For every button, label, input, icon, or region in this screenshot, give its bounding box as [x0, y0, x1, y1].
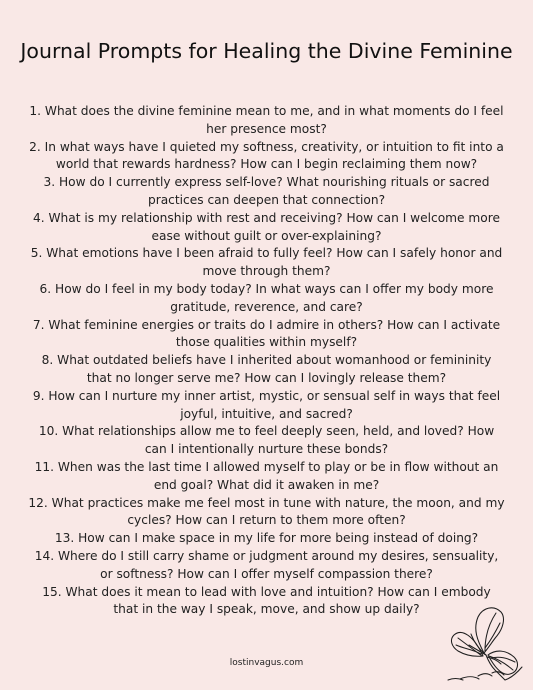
journal-prompt-11 [28, 459, 505, 495]
journal-prompt-text: 7. What feminine energies or traits do I admire in others? How can I activate those qualities within myself? [32, 317, 501, 350]
journal-prompt-14 [28, 548, 505, 584]
journal-prompt-3 [28, 174, 505, 210]
journal-prompt-text: 4. What is my relationship with rest and receiving? How can I welcome more ease without guilt or over-explaining? [32, 210, 500, 243]
journal-prompt-5 [28, 245, 505, 281]
journal-prompt-text: 13. How can I make space in my life for more being instead of doing? [54, 531, 479, 546]
journal-prompt-text: 5. What emotions have I been afraid to fully feel? How can I safely honor and move through them? [30, 246, 503, 279]
journal-prompt-13 [28, 530, 505, 548]
journal-prompt-text: 12. What practices make me feel most in tune with nature, the moon, and my cycles? How can I return to them more often? [28, 495, 505, 528]
journal-prompt-text: 8. What outdated beliefs have I inherited about womanhood or femininity that no longer serve me? How can I lovingly release them? [41, 353, 492, 385]
journal-prompt-4 [28, 210, 505, 246]
journal-prompt-text: 3. How do I currently express self-love? What nourishing rituals or sacred practices can deepen that connection? [43, 175, 490, 207]
journal-prompt-text: 10. What relationships allow me to feel deeply seen, held, and loved? How can I intentionally nurture these bonds? [38, 424, 495, 457]
journal-prompt-text: 15. What does it mean to lead with love and intuition? How can I embody that in the way I speak, move, and show up daily? [42, 584, 491, 617]
journal-prompt-7 [28, 317, 505, 353]
journal-prompt-12 [28, 495, 505, 531]
journal-prompt-text: 1. What does the divine feminine mean to me, and in what moments do I feel her presence most? [29, 104, 504, 136]
journal-prompt-text: 2. In what ways have I quieted my softness, creativity, or intuition to fit into a world that rewards hardness? How can I begin reclaiming them now? [29, 139, 504, 172]
journal-prompt-9 [28, 388, 505, 424]
journal-prompt-6 [28, 281, 505, 317]
journal-prompt-8 [28, 352, 505, 388]
journal-prompt-10 [28, 423, 505, 459]
journal-prompt-text: 6. How do I feel in my body today? In what ways can I offer my body more gratitude, reverence, and care? [39, 281, 494, 314]
website-footer: lostinvagus.com [229, 658, 304, 668]
journal-prompt-2 [28, 139, 505, 175]
journal-prompt-text: 11. When was the last time I allowed myself to play or be in flow without an end goal? What did it awaken in me? [34, 459, 499, 492]
butterfly-line-art-icon [434, 600, 528, 685]
page-title: Journal Prompts for Healing the Divine Feminine [20, 39, 513, 63]
journal-prompt-text: 9. How can I nurture my inner artist, mystic, or sensual self in ways that feel joyful, intuitive, and sacred? [32, 388, 501, 421]
journal-prompt-text: 14. Where do I still carry shame or judgment around my desires, sensuality, or softness? How can I offer myself compassion there? [34, 548, 499, 581]
journal-prompt-1 [28, 103, 505, 139]
journal-prompts-list [28, 103, 505, 619]
